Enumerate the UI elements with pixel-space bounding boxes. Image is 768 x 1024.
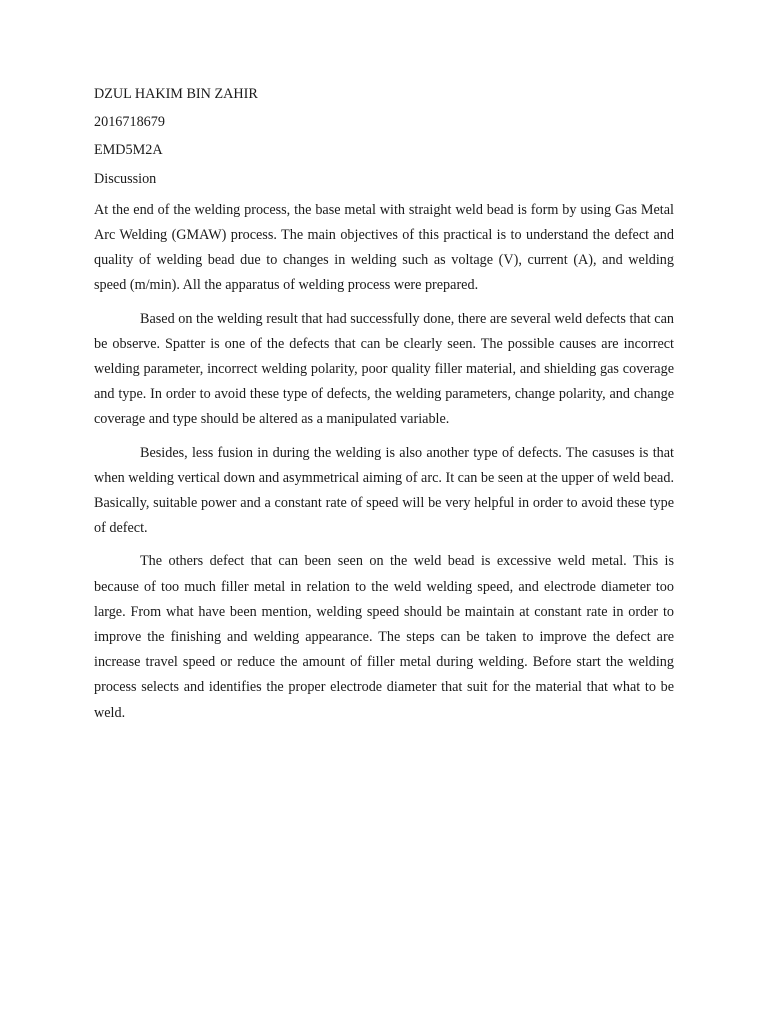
paragraph-spatter: Based on the welding result that had successfully done, there are several weld defects that can be observe. Spatter is one of the defects that can be clearly seen. The possible causes are incorrect welding parameter, incorrect welding polarity, poor quality filler material, and shielding gas coverage and type. In order to avoid these type of defects, the welding parameters, change polarity, and change coverage and type should be altered as a manipulated variable.	[94, 310, 674, 428]
author-name: DZUL HAKIM BIN ZAHIR	[94, 86, 258, 102]
paragraph-fusion: Besides, less fusion in during the welding is also another type of defects. The casuses is that when welding vertical down and asymmetrical aiming of arc. It can be seen at the upper of weld bead. Basically, suitable power and a constant rate of speed will be very helpful in order to avoid these type of defect.	[94, 444, 674, 537]
class-code: EMD5M2A	[94, 142, 163, 159]
document-body	[94, 85, 674, 734]
student-id: 2016718679	[94, 114, 165, 131]
section-title: Discussion	[94, 170, 157, 187]
paragraph-intro: At the end of the welding process, the base metal with straight weld bead is form by using Gas Metal Arc Welding (GMAW) process. The main objectives of this practical is to understand the defect and quality of welding bead due to changes in welding such as voltage (V), current (A), and welding speed (m/min). All the apparatus of welding process were prepared.	[94, 201, 674, 294]
paragraph-excessive-weld: The others defect that can been seen on the weld bead is excessive weld metal. This is because of too much filler metal in relation to the weld welding speed, and electrode diameter too large. From what have been mention, welding speed should be maintain at constant rate in order to improve the finishing and welding appearance. The steps can be taken to improve the defect are increase travel speed or reduce the amount of filler metal during welding. Before start the welding process selects and identifies the proper electrode diameter that suit for the material that what to be weld.	[94, 553, 674, 721]
